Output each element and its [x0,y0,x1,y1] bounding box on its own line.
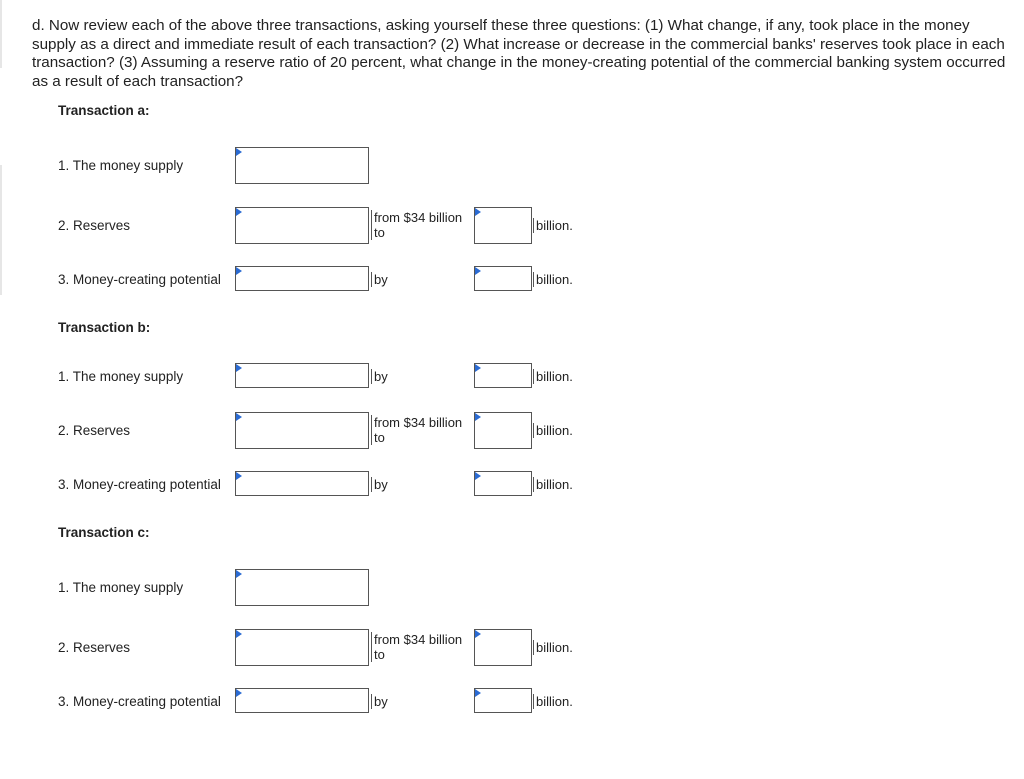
b-money-creating-by: by [371,477,388,492]
transaction-b-title: Transaction b: [58,320,151,335]
c-money-creating-label: 3. Money-creating potential [58,694,221,709]
transaction-c-title: Transaction c: [58,525,150,540]
b-money-creating-dropdown[interactable] [235,471,369,496]
b-money-supply-label: 1. The money supply [58,369,184,384]
b-reserves-dropdown[interactable] [235,412,369,449]
b-money-creating-label: 3. Money-creating potential [58,477,221,492]
a-money-creating-by: by [371,272,388,287]
c-money-supply-label: 1. The money supply [58,580,184,595]
c-money-supply-dropdown[interactable] [235,569,369,606]
a-reserves-input[interactable] [474,207,532,244]
left-border [0,0,2,68]
left-border [0,165,2,295]
c-money-creating-input[interactable] [474,688,532,713]
a-money-creating-billion: billion. [533,272,573,287]
b-money-creating-billion: billion. [533,477,573,492]
c-reserves-from-text [371,632,462,662]
a-money-creating-dropdown[interactable] [235,266,369,291]
question-text: d. Now review each of the above three transactions, asking yourself these three questions: (1) What change, if any, took place in the money supply as a direct and immediate result of each transaction? (2) What increase or decrease in the commercial banks' reserves took place in each transaction? (3) Assuming a reserve ratio of 20 percent, what change in the money-creating potential of the commercial banking system occurred as a result of each transaction? [32,17,1006,90]
from-text: from $34 billion [374,210,463,225]
a-money-creating-input[interactable] [474,266,532,291]
a-reserves-billion: billion. [533,218,573,233]
b-reserves-from-text [371,415,462,445]
a-money-supply-label: 1. The money supply [58,158,184,173]
c-reserves-input[interactable] [474,629,532,666]
a-money-supply-dropdown[interactable] [235,147,369,184]
b-reserves-billion: billion. [533,423,573,438]
a-reserves-dropdown[interactable] [235,207,369,244]
c-money-creating-billion: billion. [533,694,573,709]
b-money-creating-input[interactable] [474,471,532,496]
b-money-supply-billion: billion. [533,369,573,384]
b-reserves-input[interactable] [474,412,532,449]
a-reserves-label: 2. Reserves [58,218,131,233]
a-money-creating-label: 3. Money-creating potential [58,272,221,287]
c-reserves-billion: billion. [533,640,573,655]
from-text: from $34 billion [374,415,463,430]
b-money-supply-by: by [371,369,388,384]
c-reserves-dropdown[interactable] [235,629,369,666]
to-text: to [374,225,385,240]
b-money-supply-input[interactable] [474,363,532,388]
transaction-a-title: Transaction a: [58,103,150,118]
to-text: to [374,430,385,445]
a-reserves-from-text [371,210,462,240]
to-text: to [374,647,385,662]
c-money-creating-dropdown[interactable] [235,688,369,713]
c-money-creating-by: by [371,694,388,709]
b-reserves-label: 2. Reserves [58,423,131,438]
from-text: from $34 billion [374,632,463,647]
c-reserves-label: 2. Reserves [58,640,131,655]
b-money-supply-dropdown[interactable] [235,363,369,388]
